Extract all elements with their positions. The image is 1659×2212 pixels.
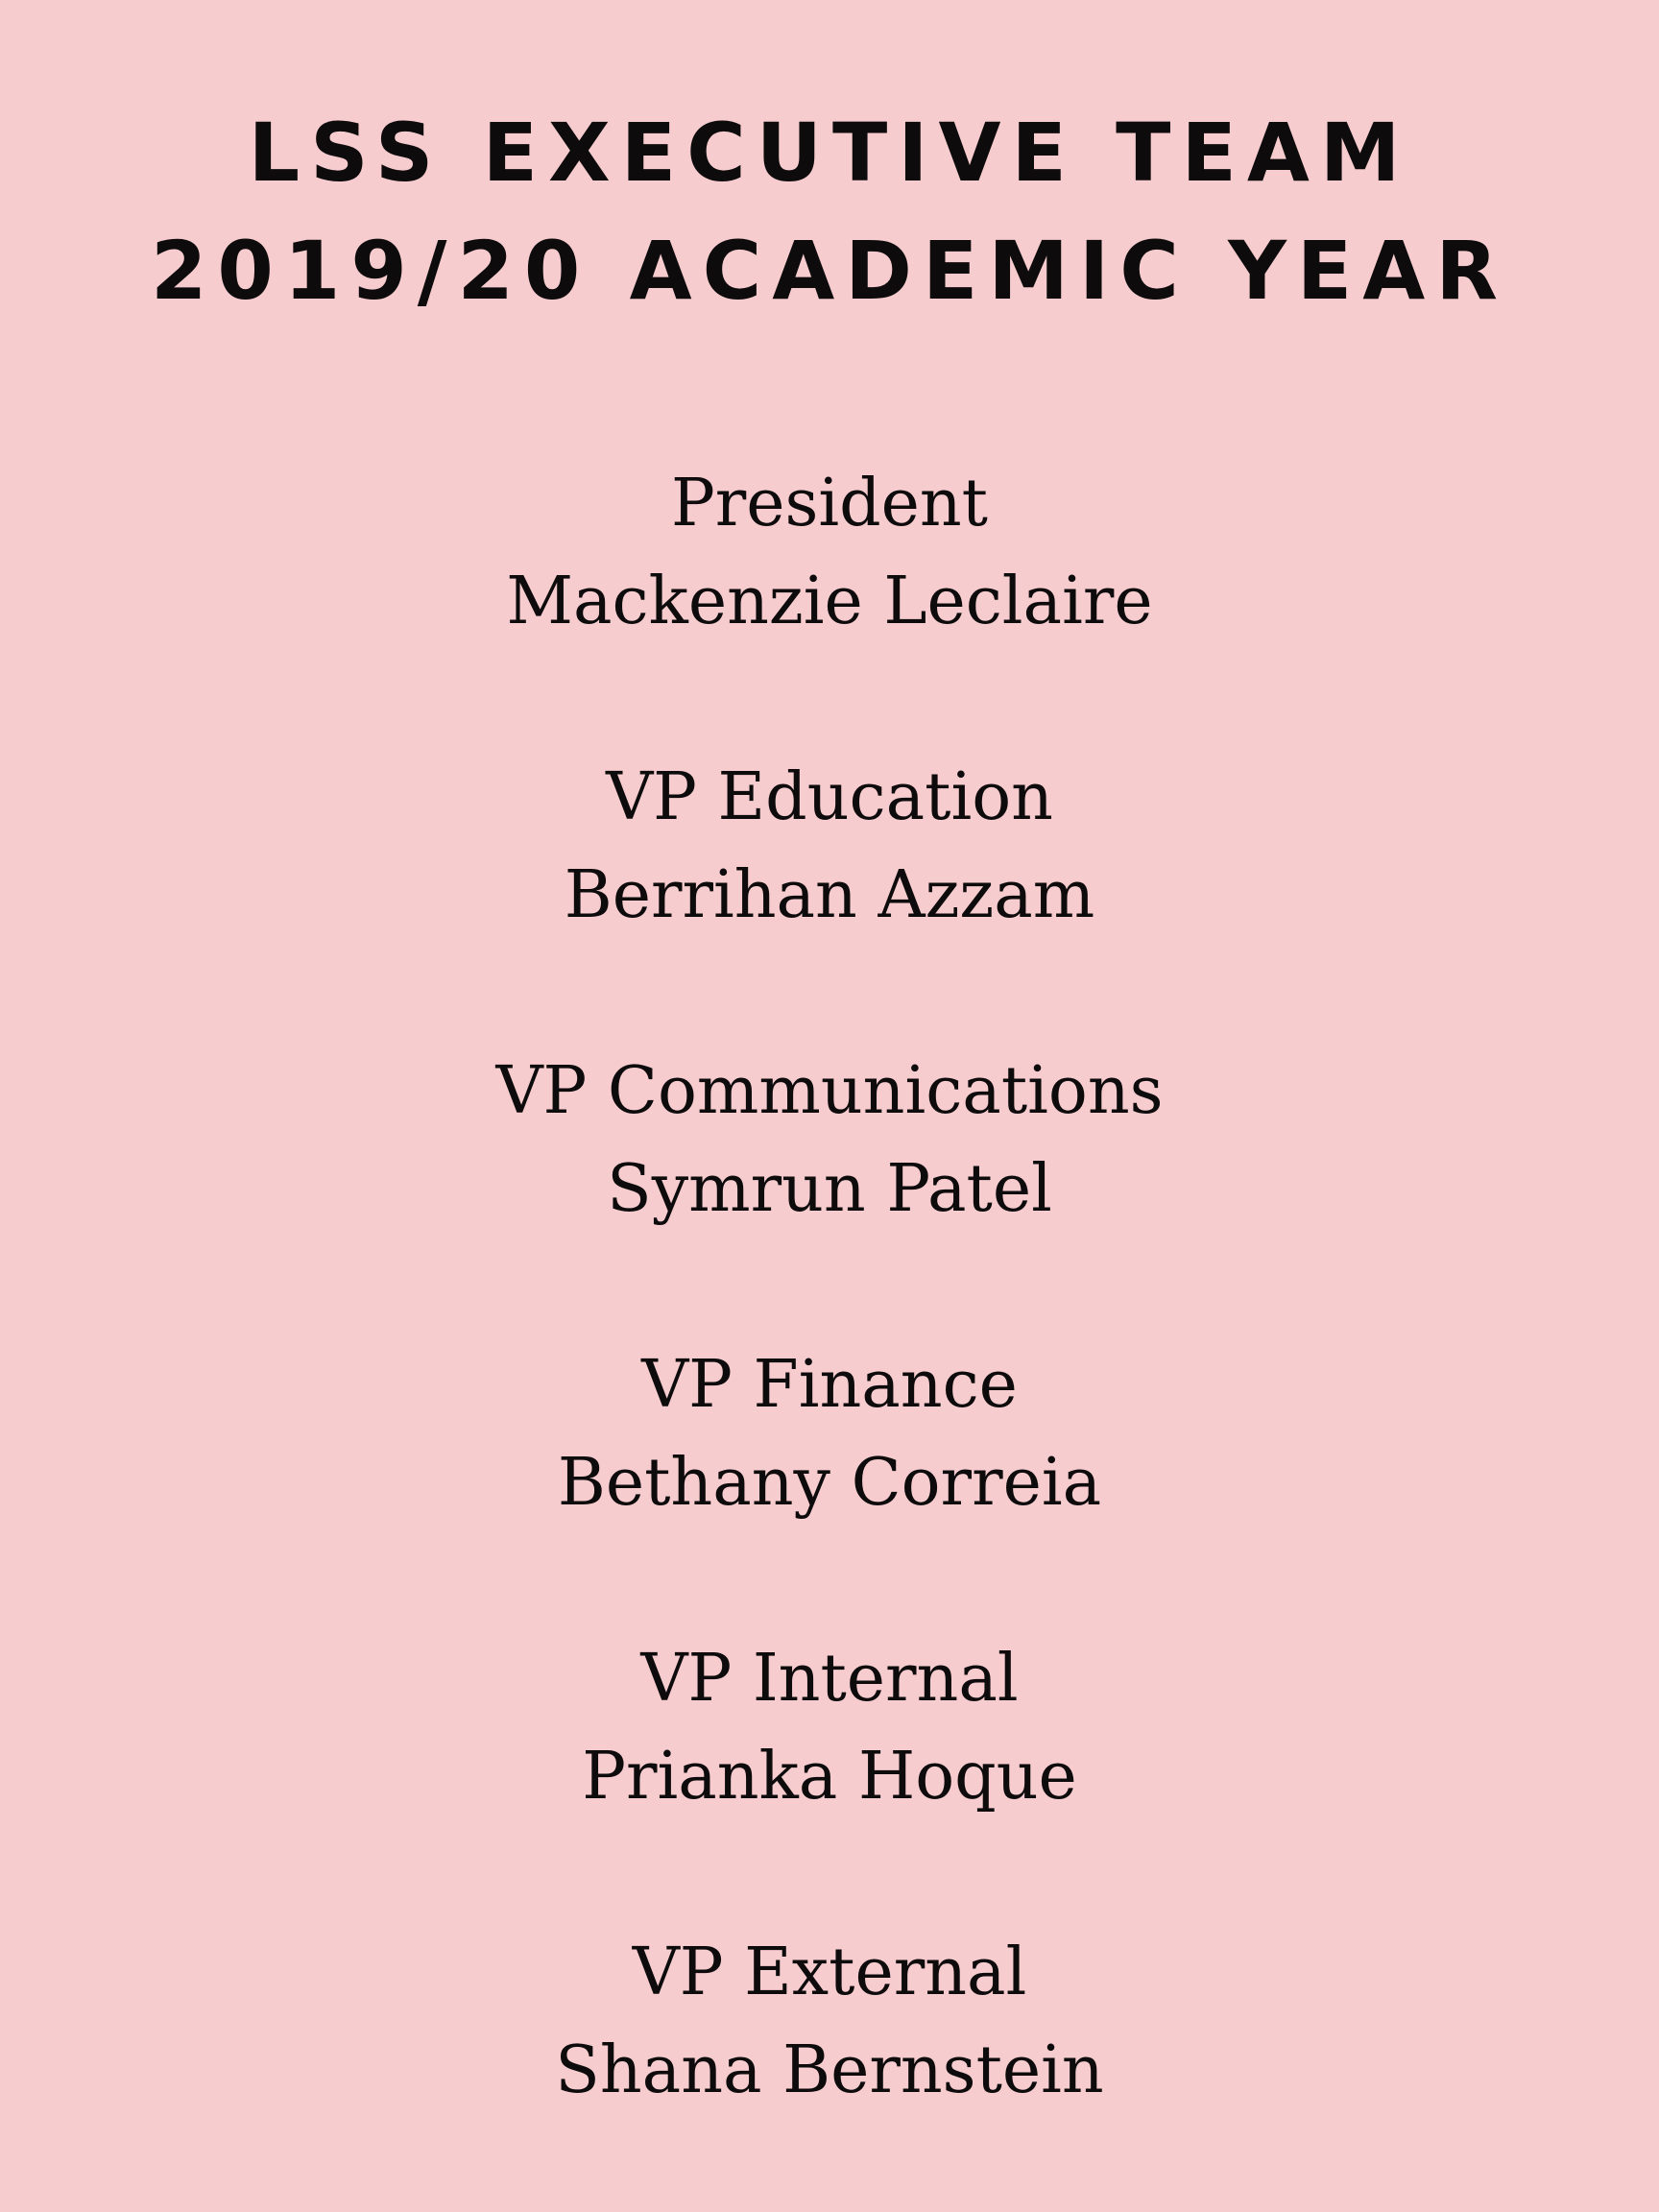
role-title: VP Communications [495,1053,1164,1129]
member-name: Shana Bernstein [555,2032,1104,2108]
roster-entry-vp-finance [0,1336,1659,1532]
member-name: Berrihan Azzam [564,857,1095,933]
role-title: President [670,466,989,541]
member-name: Mackenzie Leclaire [506,564,1153,639]
roster-entry-vp-education [0,749,1659,945]
role-title: VP Internal [640,1641,1019,1717]
roster-entry-vp-internal [0,1630,1659,1826]
roster-entry-vp-communications [0,1043,1659,1238]
member-name: Symrun Patel [607,1151,1052,1227]
roster-entry-president [0,455,1659,651]
role-title: VP Education [606,759,1053,835]
role-title: VP External [632,1935,1027,2010]
role-title: VP Finance [641,1347,1018,1423]
member-name: Prianka Hoque [582,1739,1077,1815]
heading-line-2: 2019/20 ACADEMIC YEAR [150,224,1508,318]
heading-line-1: LSS EXECUTIVE TEAM [248,106,1411,200]
member-name: Bethany Correia [557,1445,1102,1521]
roster-entry-vp-external [0,1924,1659,2120]
